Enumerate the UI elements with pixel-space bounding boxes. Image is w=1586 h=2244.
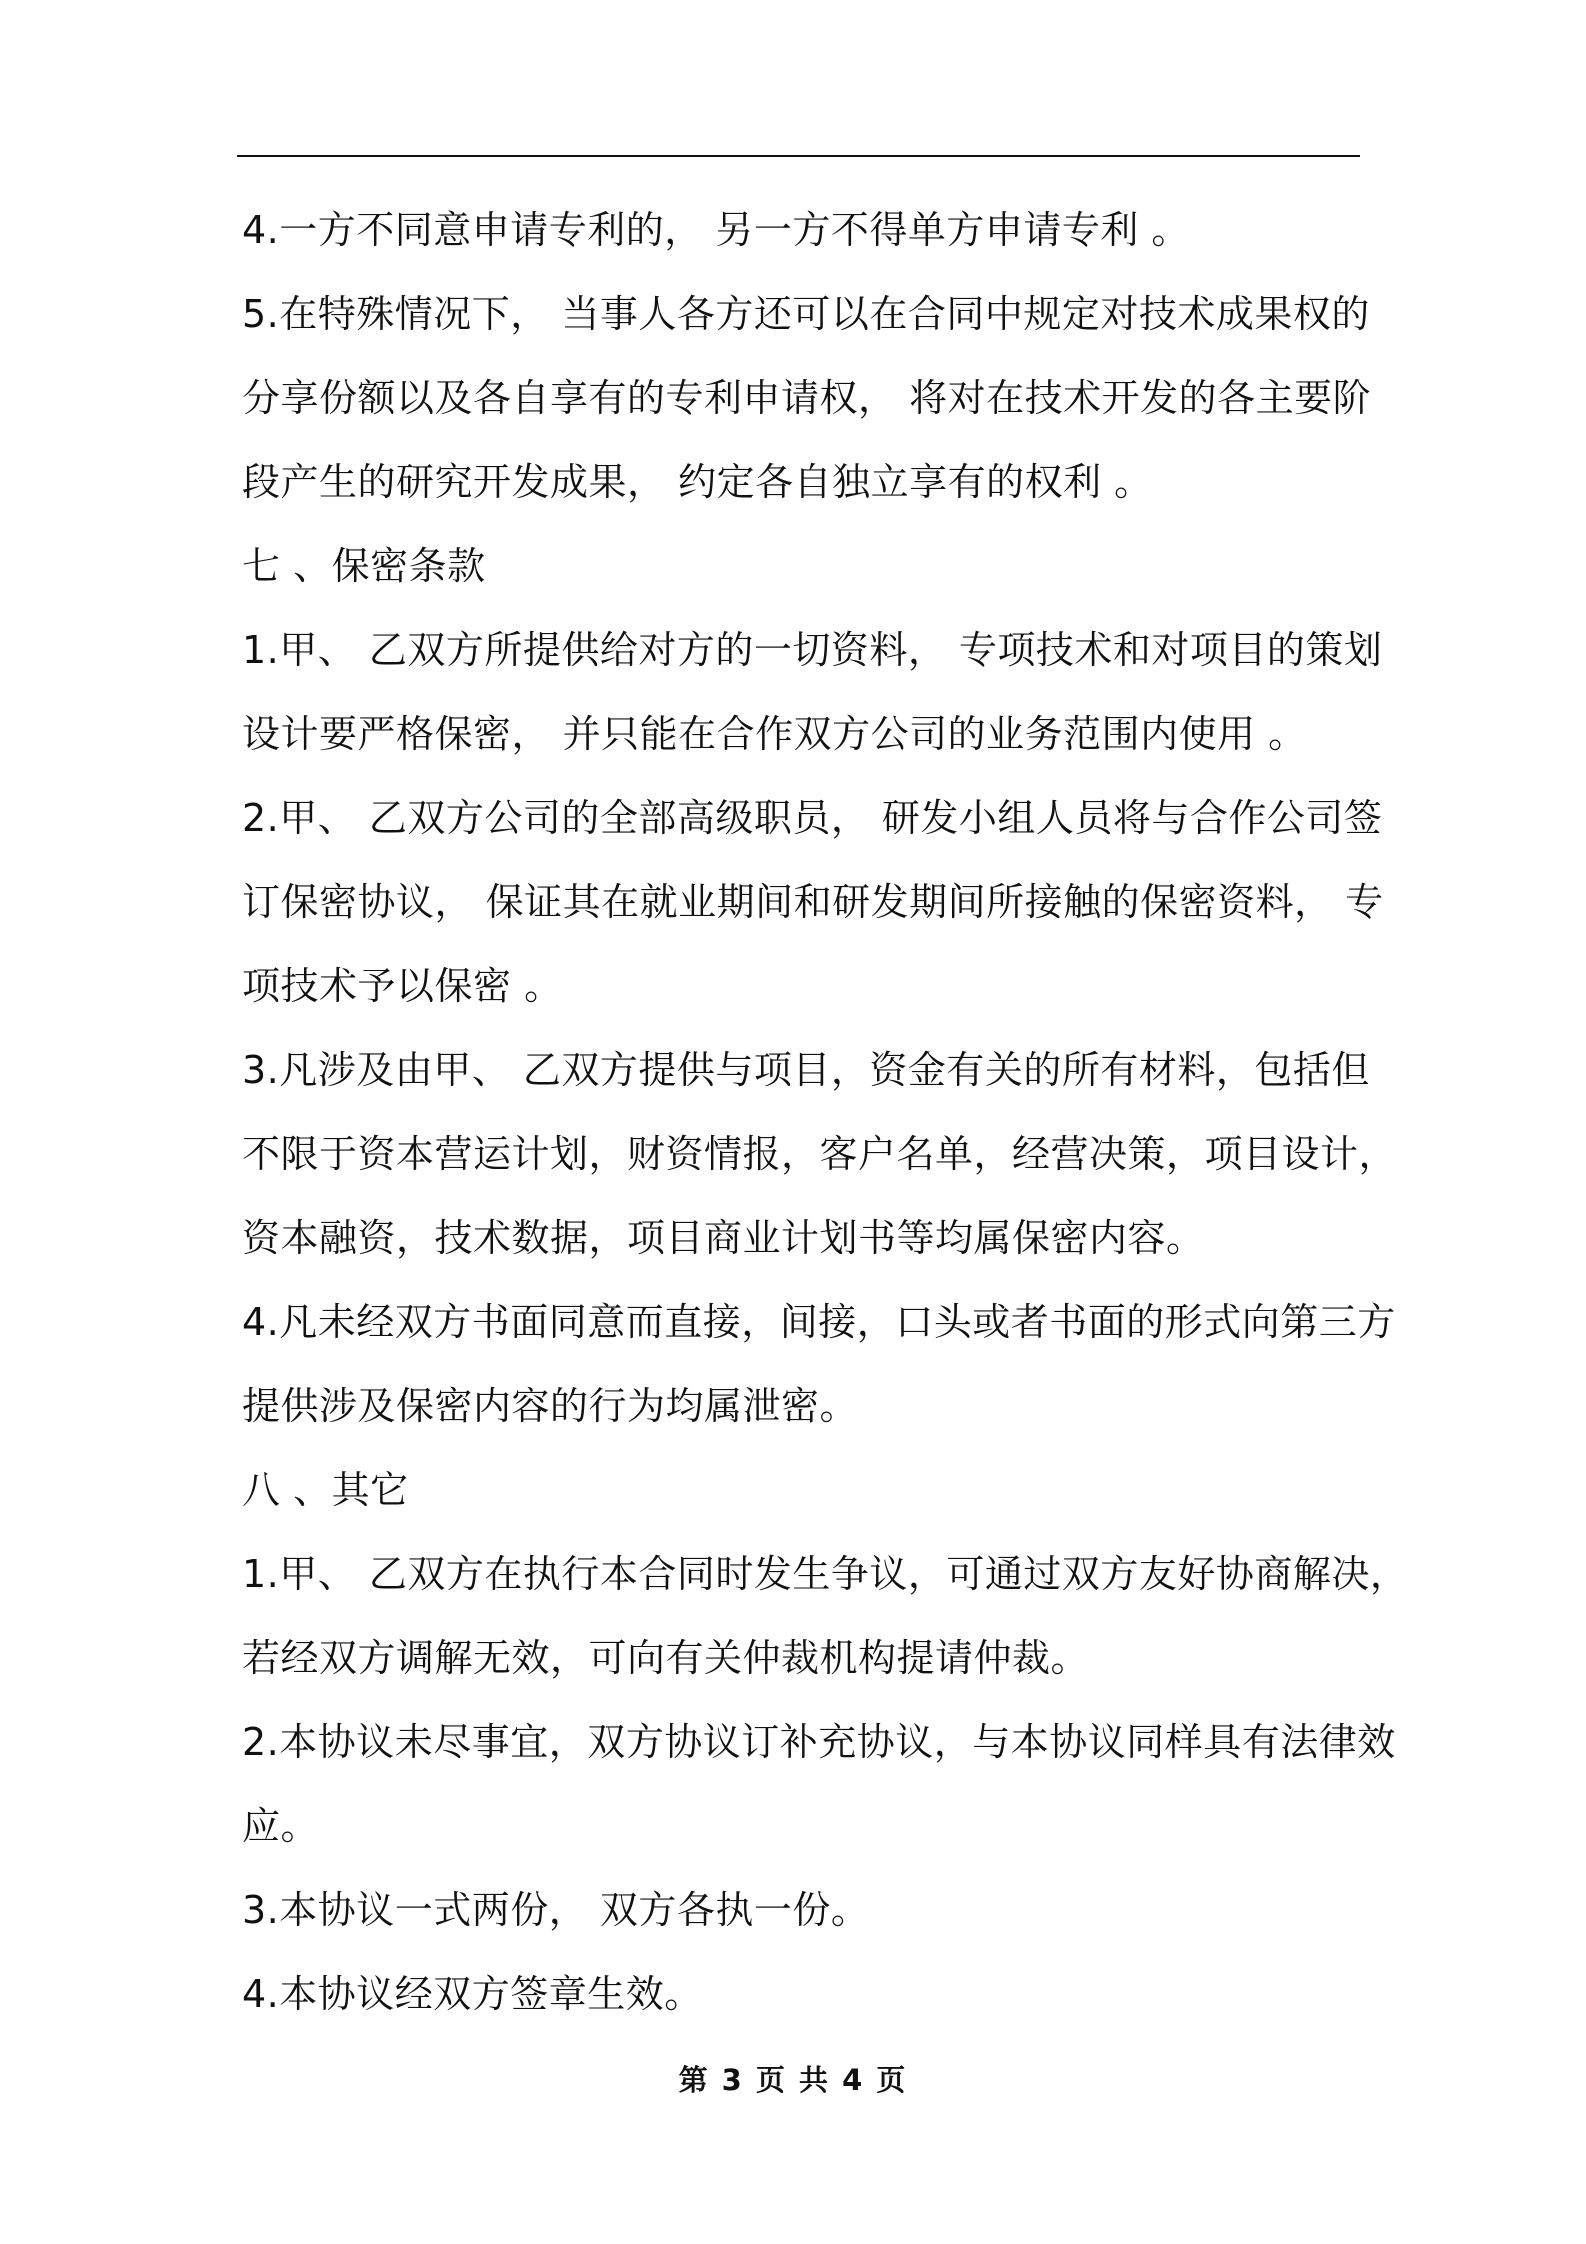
page-number-footer: 第 3 页 共 4 页 [678, 2063, 908, 2097]
header-rule [237, 155, 1360, 157]
text-line: 4.一方不同意申请专利的， 另一方不得单方申请专利 。 [242, 208, 1190, 252]
section-heading-confidentiality: 七 、保密条款 [242, 544, 486, 588]
text-line: 段产生的研究开发成果， 约定各自独立享有的权利 。 [242, 460, 1153, 504]
text-line: 4.凡未经双方书面同意而直接，间接，口头或者书面的形式向第三方 [242, 1300, 1396, 1344]
text-line: 4.本协议经双方签章生效。 [242, 1972, 703, 2016]
text-line: 项技术予以保密 。 [242, 964, 563, 1008]
text-line: 3.凡涉及由甲、 乙双方提供与项目，资金有关的所有材料，包括但 [242, 1048, 1370, 1092]
text-line: 资本融资，技术数据，项目商业计划书等均属保密内容。 [242, 1216, 1205, 1260]
text-line: 2.本协议未尽事宜，双方协议订补充协议，与本协议同样具有法律效 [242, 1720, 1396, 1764]
text-line: 5.在特殊情况下， 当事人各方还可以在合同中规定对技术成果权的 [242, 292, 1370, 336]
text-line: 1.甲、 乙双方所提供给对方的一切资料， 专项技术和对项目的策划 [242, 628, 1383, 672]
text-line: 2.甲、 乙双方公司的全部高级职员， 研发小组人员将与合作公司签 [242, 796, 1383, 840]
text-line: 设计要严格保密， 并只能在合作双方公司的业务范围内使用 。 [242, 712, 1307, 756]
section-heading-other: 八 、其它 [242, 1468, 409, 1512]
document-body [242, 198, 1409, 2046]
text-line: 提供涉及保密内容的行为均属泄密。 [242, 1384, 859, 1428]
text-line: 若经双方调解无效，可向有关仲裁机构提请仲裁。 [242, 1636, 1090, 1680]
text-line: 3.本协议一式两份， 双方各执一份。 [242, 1888, 870, 1932]
text-line: 应。 [242, 1804, 320, 1848]
text-line: 不限于资本营运计划，财资情报，客户名单，经营决策，项目设计， [242, 1132, 1398, 1176]
text-line: 订保密协议， 保证其在就业期间和研发期间所接触的保密资料， 专 [242, 880, 1384, 924]
text-line: 1.甲、 乙双方在执行本合同时发生争议，可通过双方友好协商解决， [242, 1552, 1409, 1596]
text-line: 分享份额以及各自享有的专利申请权， 将对在技术开发的各主要阶 [242, 376, 1372, 420]
